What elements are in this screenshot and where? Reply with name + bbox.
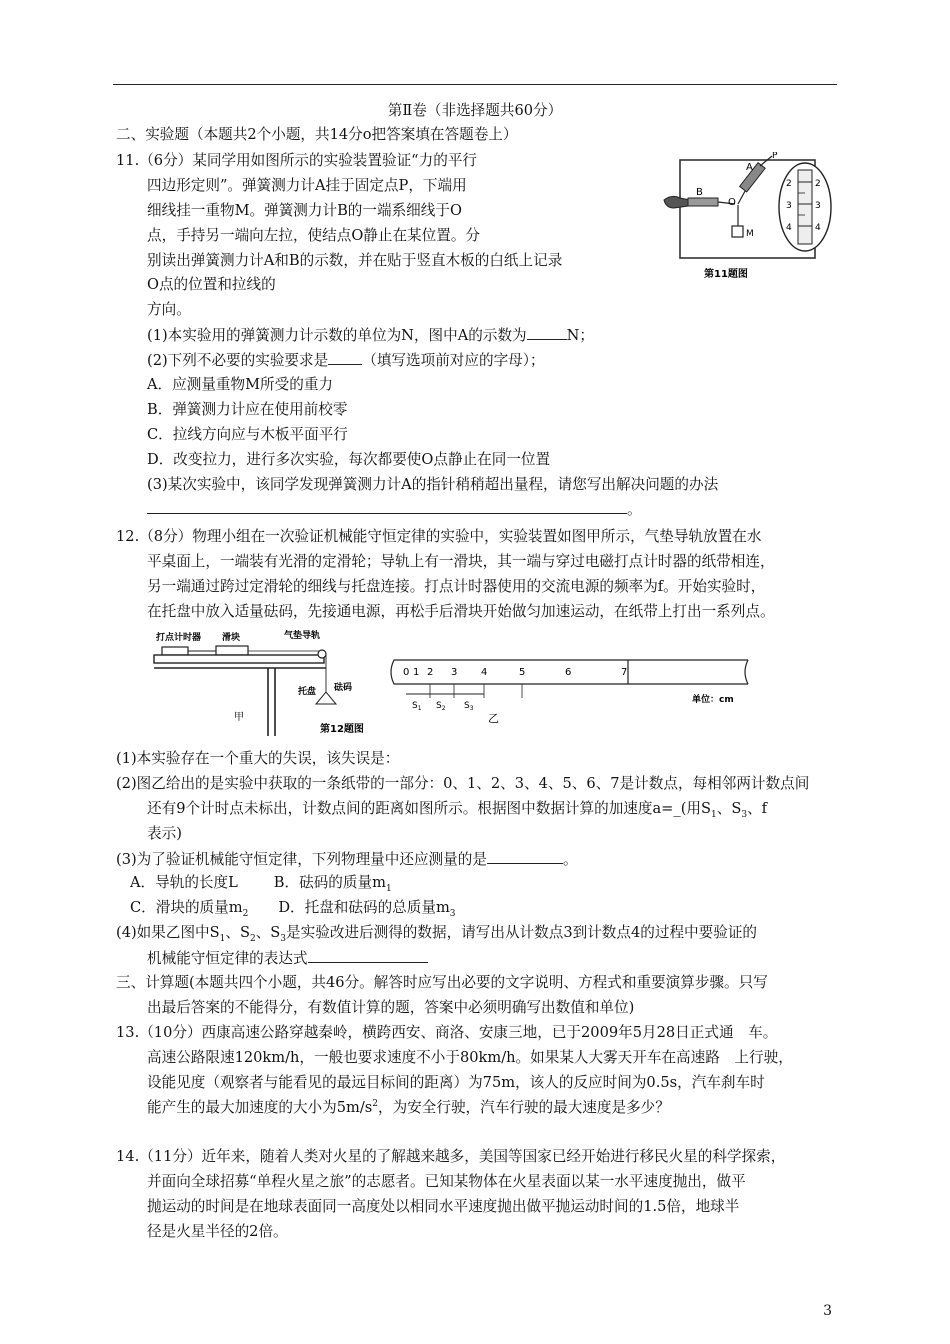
tick-label: 3 [815,201,821,211]
q11-option-b: B．弹簧测力计应在使用前校零 [147,401,348,418]
q14-line2: 并面向全球招募“单程火星之旅”的志愿者。已知某物体在火星表面以某一水平速度抛出，做平 [147,1173,746,1190]
label-m: M [746,229,754,239]
q12-line3: 另一端通过跨过定滑轮的细线与托盘连接。打点计时器使用的交流电源的频率为f。开始实验时， [147,578,766,595]
tape-point-label: 5 [519,667,526,678]
tape-point-label: 7 [621,667,628,678]
q11-line6: O点的位置和拉线的 [147,276,276,293]
figure-11-caption: 第11题图 [704,269,748,280]
q11-option-d: D．改变拉力，进行多次实验，每次都要使O点静止在同一位置 [147,451,551,468]
tick-label: 3 [786,201,792,211]
q11-part1: (1)本实验用的弹簧测力计示数的单位为N，图中A的示数为 N； [147,327,595,344]
figure-12 [150,628,800,740]
label-yi: 乙 [488,712,499,725]
answer-blank[interactable] [487,849,563,864]
spring-scale-b [688,198,718,206]
q14-line4: 径是火星半径的2倍。 [147,1223,288,1240]
string-p [760,156,772,166]
q12-line2: 平桌面上，一端装有光滑的定滑轮；导轨上有一滑块，其一端与穿过电磁打点计时器的纸带相连， [147,553,775,570]
q13-line1: 13.（10分）西康高速公路穿越秦岭，横跨西安、商洛、安康三地，已于2009年5月28日正式通 车。 [116,1024,778,1041]
figure-12-caption: 第12题图 [320,724,364,735]
timer [162,647,188,655]
tick-label: 2 [786,179,792,189]
page-number: 3 [823,1303,832,1319]
q11-part3-answer: 。 [147,499,642,520]
q11-option-a: A．应测量重物M所受的重力 [147,376,334,393]
answer-blank[interactable] [308,948,428,963]
q13-line3: 设能见度（观察者与能看见的最远目标间的距离）为75m，该人的反应时间为0.5s，汽车刹车时 [147,1074,765,1091]
section2-heading: 二、实验题（本题共2个小题，共14分o把答案填在答题卷上） [116,126,518,143]
tray [316,692,336,704]
answer-blank[interactable] [328,350,362,365]
q11-line3: 细线挂一重物M。弹簧测力计B的一端系细线于O [147,202,462,219]
tape-point-label: 3 [451,667,458,678]
s2-label: $S_2$ [436,701,446,712]
tape-point-label: 2 [427,667,434,678]
q11-line5: 别读出弹簧测力计A和B的示数，并在贴于竖直木板的白纸上记录 [147,252,563,269]
q12-part2-line3: 表示) [147,825,182,842]
q12-part2-line1: (2)图乙给出的是实验中获取的一条纸带的一部分：0、1、2、3、4、5、6、7是计数点，每相邻两计数点间 [116,775,810,792]
tick-label: 4 [815,223,821,233]
q11-option-c: C．拉线方向应与木板平面平行 [147,426,348,443]
label-rail: 气垫导轨 [284,631,321,641]
label-b: B [696,187,703,198]
label-timer: 打点计时器 [156,633,202,643]
q11-line2: 四边形定则”。弹簧测力计A挂于固定点P，下端用 [147,177,467,194]
hand-icon [664,196,690,208]
q12-line1: 12.（8分）物理小组在一次验证机械能守恒定律的实验中，实验装置如图甲所示，气垫导轨放置在水 [116,528,762,545]
unit-label: 单位：cm [692,695,734,705]
tape-point-label: 0 [403,667,410,678]
label-tray: 托盘 [298,687,317,697]
weight-m [732,226,743,237]
tape-point-label: 6 [565,667,572,678]
label-o: O [728,197,736,208]
q11-line4: 点，手持另一端向左拉，使结点O静止在某位置。分 [147,227,481,244]
label-weight: 砝码 [334,683,353,693]
q12-options-ab: A．导轨的长度L B．砝码的质量$m_1$ [130,874,392,894]
q12-part1: (1)本实验存在一个重大的失误，该失误是： [116,750,400,767]
air-rail [154,655,324,663]
q12-line4: 在托盘中放入适量砝码，先接通电源，再松手后滑块开始做匀加速运动，在纸带上打出一系列点。 [147,603,775,620]
q14-line3: 抛运动的时间是在地球表面同一高度处以相同水平速度抛出做平抛运动时间的1.5倍，地球半 [147,1198,740,1215]
q11-part3: (3)某次实验中，该同学发现弹簧测力计A的指针稍稍超出量程，请您写出解决问题的办法 [147,476,719,493]
pulley [318,650,326,658]
section3-line2: 出最后答案的不能得分，有数值计算的题，答案中必须明确写出数值和单位) [147,999,635,1016]
section3-line1: 三、计算题(本题共四个小题，共46分。解答时应写出必要的文字说明、方程式和重要演算步骤。只写 [116,974,768,991]
q13-line4: 能产生的最大加速度的大小为$5m/s^2$，为安全行驶，汽车行驶的最大速度是多少？ [147,1099,670,1116]
tape-point-label: 4 [481,667,488,678]
tick-label: 4 [786,223,792,233]
tick-label: 2 [815,179,821,189]
s1-label: $S_1$ [412,701,422,712]
answer-blank[interactable] [147,499,627,514]
answer-blank[interactable] [527,325,567,340]
label-a: A [746,162,753,173]
q12-part4-line1: (4)如果乙图中$S_1$、$S_2$、$S_3$是实验改进后测得的数据，请写出从计数点3到计数点4的过程中要验证的 [116,924,758,944]
q13-line2: 高速公路限速120km/h，一般也要求速度不小于80km/h。如果某人大雾天开车在高速路 上行驶， [147,1049,793,1066]
header-rule [113,84,837,85]
q12-part3: (3)为了验证机械能守恒定律，下列物理量中还应测量的是 。 [116,851,578,868]
label-p: P [772,152,778,161]
q14-line1: 14.（11分）近年来，随着人类对火星的了解越来越多，美国等国家已经开始进行移民火星的科学探索， [116,1148,786,1165]
q11-part2: (2)下列不必要的实验要求是 （填写选项前对应的字母）； [147,352,545,369]
q11-line1: 11.（6分）某同学用如图所示的实验装置验证“力的平行 [116,152,478,169]
s3-label: $S_3$ [464,701,474,712]
figure-11 [662,152,838,282]
q12-part4-line2: 机械能守恒定律的表达式 [147,948,428,969]
scale-bar [798,170,812,244]
q12-options-cd: C．滑块的质量$m_2$ D．托盘和砝码的总质量$m_3$ [130,899,456,919]
tape-point-label: 1 [413,667,420,678]
paper-section-title: 第Ⅱ卷（非选择题共60分） [387,102,563,119]
label-slider: 滑块 [222,633,241,643]
q12-part2-line2: 还有9个计时点未标出，计数点间的距离如图所示。根据图中数据计算的加速度a=_(用$S_1$、$S_3$、f [147,800,768,820]
label-jia: 甲 [234,712,244,723]
q11-line7: 方向。 [147,301,191,318]
slider [216,646,248,655]
